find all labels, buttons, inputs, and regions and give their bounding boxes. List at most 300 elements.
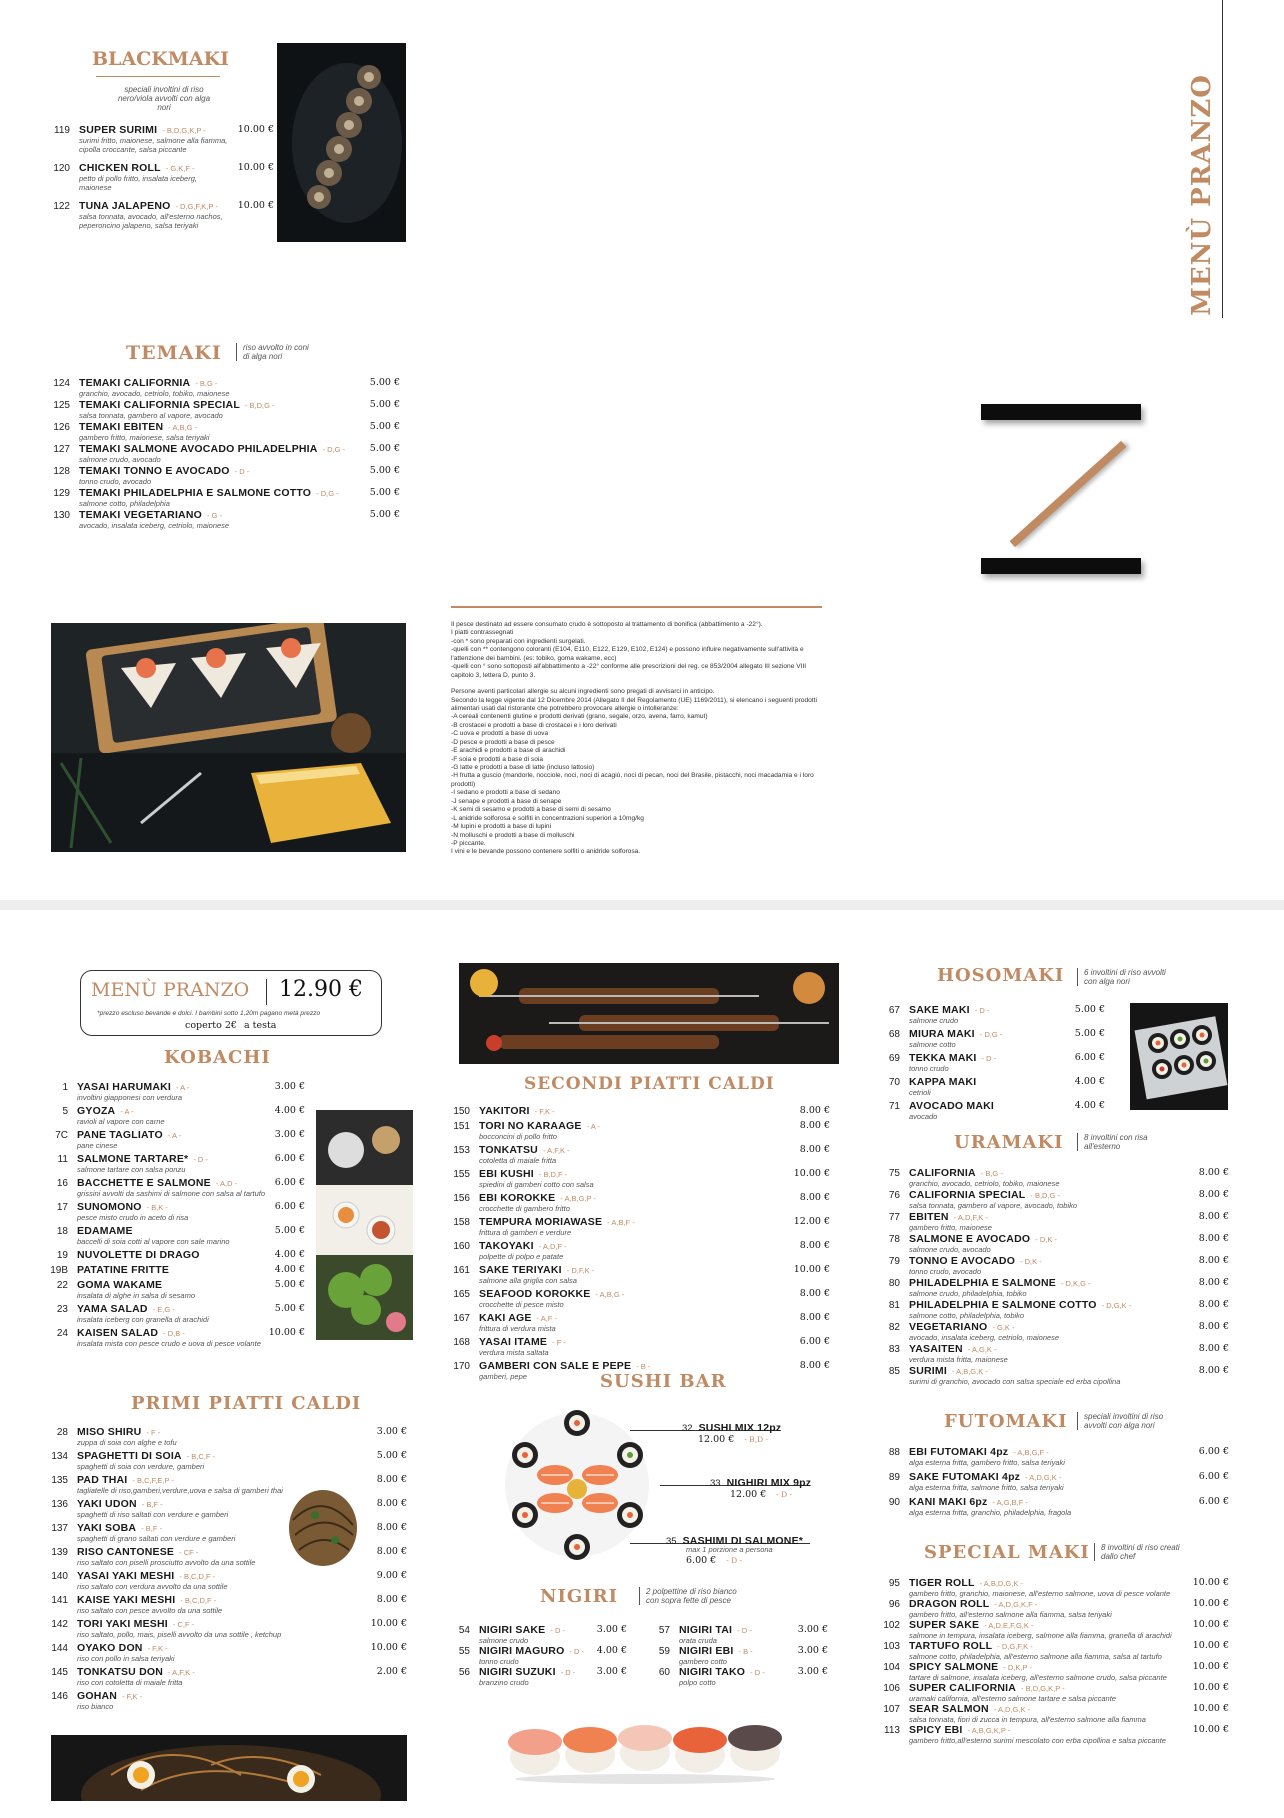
menu-item-row <box>50 1642 407 1654</box>
item-allergens: - B,C,D,F - <box>179 1572 216 1581</box>
item-allergens: - A,D,F,K - <box>953 1213 988 1222</box>
item-price: 3.00 € <box>596 1666 627 1677</box>
pranzo-note: *prezzo escluso bevande e dolci. I bambini sotto 1,20m pagano metà prezzo <box>97 1010 321 1017</box>
menu-item-row <box>50 1201 305 1213</box>
menu-item-row <box>50 1618 407 1630</box>
item-allergens: - B,D,F - <box>538 1170 568 1179</box>
item-number: 144 <box>51 1643 68 1654</box>
item-price: 5.00 € <box>1074 1004 1105 1015</box>
kobachi-list <box>50 1081 305 1351</box>
futomaki-note: speciali involtini di riso avvolti con alga nori <box>1077 1412 1184 1430</box>
menu-item-row <box>50 1129 305 1141</box>
menu-item <box>882 1211 1229 1232</box>
item-name: SAKE FUTOMAKI 4pz <box>909 1471 1021 1483</box>
item-name: CALIFORNIA <box>909 1167 976 1179</box>
item-desc: alga esterna fritta, granchio, philadelphia, fragola <box>909 1508 1072 1517</box>
item-name: KANI MAKI 6pz <box>909 1496 988 1508</box>
item-number: 1 <box>62 1082 68 1093</box>
menu-item <box>882 1277 1229 1298</box>
item-price: 10.00 € <box>793 1168 830 1179</box>
item-desc: surimi fritto, maionese, salmone alla fiamma, cipolla croccante, salsa piccante <box>79 136 228 154</box>
notice-line: -quelli con ** contengono coloranti (E104, E110, E122, E129, E102, E124) e possono influire negativamente sull'attività e l'attenzione dei bambini. (es: tobiko, goma wakame, ecc) <box>451 646 804 662</box>
menu-item <box>882 1661 1229 1682</box>
menu-item-row <box>452 1336 830 1348</box>
item-name: TAKOYAKI <box>479 1240 534 1252</box>
menu-item-row <box>882 1052 1105 1064</box>
item-desc: alga esterna fritta, salmone fritto, salsa teriyaki <box>909 1483 1064 1492</box>
item-number: 130 <box>53 510 70 521</box>
item-allergens: - A,F - <box>536 1314 557 1323</box>
item-number: 127 <box>53 444 70 455</box>
item-desc: insalata mista con pesce crudo e uova di pesce volante <box>77 1339 261 1348</box>
item-allergens: - B,C,D,F - <box>180 1596 217 1605</box>
item-allergens: - D,G,F,K - <box>997 1642 1033 1651</box>
item-allergens: - A - <box>167 1131 182 1140</box>
item-price: 9.00 € <box>376 1570 407 1581</box>
item-desc: salmone crudo, avocado <box>909 1245 991 1254</box>
item-desc: grissini avvolti da sashimi di salmone con salsa al tartufo <box>77 1189 266 1198</box>
menu-item-row <box>50 1594 407 1606</box>
item-name: SAKE TERIYAKI <box>479 1264 562 1276</box>
menu-item <box>452 1312 830 1333</box>
item-name: SPICY SALMONE <box>909 1661 999 1673</box>
item-name: PANE TAGLIATO <box>77 1129 163 1141</box>
item-desc: frittura di gamberi e verdure <box>479 1228 572 1237</box>
item-desc: insalata iceberg con granella di arachidi <box>77 1315 209 1324</box>
menu-item <box>50 1264 305 1276</box>
menu-item <box>452 1105 830 1117</box>
item-price: 10.00 € <box>1192 1640 1229 1651</box>
menu-item-row <box>882 1076 1105 1088</box>
item-desc: cetrioli <box>909 1088 931 1097</box>
menu-item <box>452 1666 627 1687</box>
item-number: 155 <box>453 1169 470 1180</box>
item-allergens: - B,F - <box>141 1500 163 1509</box>
item-name: TEMAKI CALIFORNIA SPECIAL <box>79 399 240 411</box>
menu-item <box>452 1120 830 1141</box>
item-name: MISO SHIRU <box>77 1426 142 1438</box>
item-number: 71 <box>888 1101 900 1112</box>
item-price: 5.00 € <box>369 487 400 498</box>
item-allergens: - B,D,G - <box>1030 1191 1060 1200</box>
menu-item <box>52 421 400 442</box>
item-price: 4.00 € <box>274 1264 305 1275</box>
item-number: 88 <box>888 1447 900 1458</box>
item-name: NIGIRI TAI <box>679 1624 733 1636</box>
item-allergens: - F - <box>552 1338 566 1347</box>
item-number: 80 <box>888 1278 900 1289</box>
item-desc: crocchette di pesce misto <box>479 1300 564 1309</box>
item-number: 57 <box>658 1625 670 1636</box>
item-allergens: - D,K - <box>1035 1235 1057 1244</box>
item-price: 6.00 € <box>274 1177 305 1188</box>
menu-item <box>882 1724 1229 1745</box>
item-allergens: - D,G,K - <box>1101 1301 1132 1310</box>
item-allergens: - A,D,G,K,F - <box>994 1600 1038 1609</box>
item-desc: granchio, avocado, cetriolo, tobiko, maionese <box>79 389 230 398</box>
menu-item-row <box>882 1682 1229 1694</box>
nigiri-list-left <box>452 1624 627 1687</box>
item-desc: salsa tonnata, gambero al vapore, avocado, tobiko <box>909 1201 1078 1210</box>
item-desc: avocado <box>909 1112 938 1121</box>
item-price: 5.00 € <box>274 1303 305 1314</box>
uramaki-title: URAMAKI <box>954 1132 1064 1153</box>
item-number: 32 <box>682 1423 693 1434</box>
item-price: 10.00 € <box>1192 1577 1229 1588</box>
kobachi-title: KOBACHI <box>164 1047 271 1068</box>
item-number: 60 <box>658 1667 670 1678</box>
menu-item <box>452 1264 830 1285</box>
item-price: 8.00 € <box>1198 1321 1229 1332</box>
menu-item-row <box>452 1264 830 1276</box>
item-name: SEAFOOD KOROKKE <box>479 1288 591 1300</box>
item-price: 6.00 € <box>1198 1471 1229 1482</box>
notice-line: -L anidride solforosa e solfiti in concentrazioni superiori a 10mg/kg <box>451 814 644 822</box>
item-name: EBI KUSHI <box>479 1168 534 1180</box>
item-name: TORI NO KARAAGE <box>479 1120 582 1132</box>
item-allergens: - D - <box>981 1054 997 1063</box>
item-desc: crocchette di gambero fritto <box>479 1204 570 1213</box>
item-number: 89 <box>888 1472 900 1483</box>
item-price: 6.00 € <box>1198 1496 1229 1507</box>
item-desc: frittura di verdura mista <box>479 1324 556 1333</box>
item-number: 104 <box>883 1662 900 1673</box>
menu-item-row <box>882 1255 1229 1267</box>
item-price: 10.00 € <box>1192 1703 1229 1714</box>
item-number: 122 <box>53 201 70 212</box>
item-number: 56 <box>458 1667 470 1678</box>
menu-item <box>452 1168 830 1189</box>
item-desc: salmone crudo <box>479 1636 529 1645</box>
item-allergens: - A,G,K - <box>967 1345 997 1354</box>
item-name: TONKATSU DON <box>77 1666 164 1678</box>
menu-item <box>882 1100 1105 1121</box>
item-price: 8.00 € <box>1198 1211 1229 1222</box>
item-allergens: - G,K,F - <box>165 164 195 173</box>
item-allergens: - G,K - <box>992 1323 1015 1332</box>
menu-item-row <box>882 1577 1229 1589</box>
notice-line: -quelli con ° sono sottoposti all'abbattimento a -22° conforme alle prescrizioni del reg. ce 853/2004 allegato III sezione VIII capitolo 3, lettera D, punto 3. <box>451 663 807 679</box>
item-number: 81 <box>888 1300 900 1311</box>
item-number: 146 <box>51 1691 68 1702</box>
menu-item <box>882 1496 1229 1517</box>
item-allergens: - D,G,F,K,P - <box>175 202 218 211</box>
menu-item-row <box>50 1327 305 1339</box>
item-desc: tartare di salmone, insalata iceberg, all'esterno salmone crudo, salsa piccante <box>909 1673 1167 1682</box>
decor-slash <box>1010 441 1127 547</box>
menu-item <box>882 1640 1229 1661</box>
item-price: 12.00 € <box>698 1434 735 1445</box>
item-number: 85 <box>888 1366 900 1377</box>
item-price: 5.00 € <box>369 399 400 410</box>
item-allergens: - A,D,G,K - <box>993 1705 1031 1714</box>
item-name: PAD THAI <box>77 1474 128 1486</box>
item-name: KAPPA MAKI <box>909 1076 977 1088</box>
menu-item-row <box>50 1105 305 1117</box>
item-name: GYOZA <box>77 1105 116 1117</box>
item-number: 106 <box>883 1683 900 1694</box>
item-allergens: - A,B,G,K - <box>951 1367 988 1376</box>
menu-item <box>882 1189 1229 1210</box>
menu-item-row <box>452 1288 830 1300</box>
item-allergens: - B - <box>738 1647 753 1656</box>
menu-item-row <box>52 443 400 455</box>
item-price: 8.00 € <box>376 1594 407 1605</box>
sushi-platter-photo <box>495 1405 660 1565</box>
item-price: 3.00 € <box>797 1666 828 1677</box>
item-price: 4.00 € <box>274 1105 305 1116</box>
menu-item-row <box>452 1144 830 1156</box>
item-price: 10.00 € <box>370 1618 407 1629</box>
item-name: BACCHETTE E SALMONE <box>77 1177 211 1189</box>
side-title <box>1182 65 1222 325</box>
menu-item-row <box>52 487 400 499</box>
item-number: 76 <box>888 1190 900 1201</box>
item-name: KAISEN SALAD <box>77 1327 159 1339</box>
menu-item <box>50 1225 305 1246</box>
item-allergens: - D,G - <box>316 489 339 498</box>
item-name: YAKI SOBA <box>77 1522 137 1534</box>
item-number: 142 <box>51 1619 68 1630</box>
item-name: TEMAKI CALIFORNIA <box>79 377 191 389</box>
menu-item <box>882 1365 1229 1386</box>
item-name: NIGIRI MAGURO <box>479 1645 565 1657</box>
menu-item <box>52 443 400 464</box>
menu-item <box>452 1624 627 1645</box>
item-allergens: - B,D,G,K,P - <box>1021 1684 1065 1693</box>
menu-item-row <box>50 1225 305 1237</box>
menu-item-row <box>50 1177 305 1189</box>
item-number: 22 <box>56 1280 68 1291</box>
item-price: 10.00 € <box>370 1642 407 1653</box>
menu-item-row <box>882 1471 1229 1483</box>
item-number: 33 <box>710 1478 721 1489</box>
item-desc: salsa tonnata, avocado, all'esterno nachos, peperoncino jalapeno, salsa teriyaki <box>79 212 223 230</box>
item-number: 83 <box>888 1344 900 1355</box>
menu-item <box>50 1690 407 1711</box>
item-price: 3.00 € <box>797 1645 828 1656</box>
item-price: 5.00 € <box>1074 1028 1105 1039</box>
menu-item <box>50 1666 407 1687</box>
menu-item <box>882 1299 1229 1320</box>
allergen-notice <box>451 621 822 857</box>
item-allergens: - F - <box>146 1428 161 1437</box>
notice-line: -F soia e prodotti a base di soia <box>451 755 543 763</box>
menu-item-row <box>882 1619 1229 1631</box>
item-allergens: - A,D - <box>215 1179 238 1188</box>
item-allergens: - A,B,G - <box>168 423 198 432</box>
item-number: 67 <box>888 1005 900 1016</box>
menu-item-row <box>882 1167 1229 1179</box>
item-allergens: - D - <box>234 467 250 476</box>
item-number: 68 <box>888 1029 900 1040</box>
item-price: 5.00 € <box>369 421 400 432</box>
item-allergens: - A,B,G,F - <box>1013 1448 1049 1457</box>
item-desc: granchio, avocado, cetriolo, tobiko, maionese <box>909 1179 1060 1188</box>
menu-item <box>882 1619 1229 1640</box>
secondi-title: SECONDI PIATTI CALDI <box>524 1074 775 1094</box>
item-name: GAMBERI CON SALE E PEPE <box>479 1360 632 1372</box>
item-price: 8.00 € <box>1198 1255 1229 1266</box>
item-allergens: - D - <box>776 1490 793 1499</box>
item-desc: spaghetti di grano saltati con verdure e gamberi <box>77 1534 236 1543</box>
item-desc: salmone crudo <box>909 1016 959 1025</box>
item-allergens: - F,K - <box>534 1107 555 1116</box>
item-name: TARTUFO ROLL <box>909 1640 993 1652</box>
item-price: 10.00 € <box>1192 1724 1229 1735</box>
item-number: 103 <box>883 1641 900 1652</box>
menu-item <box>52 487 400 508</box>
menu-item <box>882 1598 1229 1619</box>
menu-item <box>882 1233 1229 1254</box>
item-price: 3.00 € <box>596 1624 627 1635</box>
item-name: TEMAKI SALMONE AVOCADO PHILADELPHIA <box>79 443 318 455</box>
notice-line: Secondo la legge vigente dal 12 Dicembre 2014 (Allegato II del Regolamento (UE) 1169/2011), si elencano i seguenti prodotti alimentari usati dal ristorante che potrebbero provocare allergie o intolleranze: <box>451 696 817 712</box>
item-price: 8.00 € <box>1198 1277 1229 1288</box>
item-price: 8.00 € <box>1198 1365 1229 1376</box>
item-price: 12.00 € <box>793 1216 830 1227</box>
pranzo-coperto <box>185 1020 276 1031</box>
item-number: 156 <box>453 1193 470 1204</box>
item-desc: verdura mista fritta, maionese <box>909 1355 1008 1364</box>
item-name: SALMONE TARTARE* <box>77 1153 189 1165</box>
hosomaki-list <box>882 1004 1105 1124</box>
menu-item <box>882 1577 1229 1598</box>
item-number: 120 <box>53 163 70 174</box>
menu-item-row <box>52 377 400 389</box>
item-desc: gambero cotto <box>679 1657 727 1666</box>
item-name: DRAGON ROLL <box>909 1598 990 1610</box>
item-number: 135 <box>51 1475 68 1486</box>
item-desc: ravioli al vapore con carne <box>77 1117 165 1126</box>
item-desc: gambero fritto, maionese, salsa teriyaki <box>79 433 210 442</box>
item-allergens: - B - <box>636 1362 651 1371</box>
item-price: 8.00 € <box>799 1192 830 1203</box>
menu-item-row <box>882 1365 1229 1377</box>
item-allergens: - D - <box>737 1626 752 1635</box>
item-desc: riso con cotoletta di maiale fritta <box>77 1678 183 1687</box>
menu-item <box>50 1618 407 1639</box>
item-number: 69 <box>888 1053 900 1064</box>
notice-line: I vini e le bevande possono contenere solfiti o anidride solforosa. <box>451 848 641 856</box>
menu-item-row <box>882 1496 1229 1508</box>
item-name: YASAI YAKI MESHI <box>77 1570 175 1582</box>
item-name: EBI FUTOMAKI 4pz <box>909 1446 1009 1458</box>
item-allergens: - A,F,K - <box>542 1146 570 1155</box>
sushibar-price-row <box>686 1555 742 1566</box>
item-number: 79 <box>888 1256 900 1267</box>
item-desc: riso con pollo in salsa teriyaki <box>77 1654 175 1663</box>
item-name: EDAMAME <box>77 1225 133 1237</box>
menu-item <box>50 1642 407 1663</box>
menu-item <box>50 1249 305 1261</box>
menu-item <box>50 1279 305 1300</box>
item-name: NUVOLETTE DI DRAGO <box>77 1249 200 1261</box>
item-price: 8.00 € <box>376 1522 407 1533</box>
item-price: 8.00 € <box>799 1240 830 1251</box>
menu-item <box>882 1004 1105 1025</box>
item-allergens: - B,D,G - <box>244 401 275 410</box>
item-name: NIGIRI EBI <box>679 1645 734 1657</box>
item-number: 17 <box>56 1202 68 1213</box>
primi-photo <box>285 1480 360 1570</box>
item-price: 8.00 € <box>799 1360 830 1371</box>
item-desc: gamberi, pepe <box>479 1372 527 1381</box>
menu-item <box>652 1666 828 1687</box>
item-desc: avocado, insalata iceberg, cetriolo, maionese <box>909 1333 1060 1342</box>
item-desc: salmone cotto, philadelphia, tobiko <box>909 1311 1025 1320</box>
item-number: 128 <box>53 466 70 477</box>
item-desc: salmone crudo, philadelphia, tobiko <box>909 1289 1027 1298</box>
menu-item-row <box>882 1724 1229 1736</box>
item-name: MIURA MAKI <box>909 1028 975 1040</box>
menu-item-row <box>452 1192 830 1204</box>
blackmaki-subtitle: speciali involtini di riso nero/viola avvolti con alga nori <box>117 85 211 113</box>
blackmaki-title: BLACKMAKI <box>92 48 229 70</box>
menu-item-row <box>50 1450 407 1462</box>
item-desc: tonno crudo <box>909 1064 949 1073</box>
futomaki-title: FUTOMAKI <box>944 1411 1068 1432</box>
uramaki-note: 8 involtini con risa all'esterno <box>1077 1133 1154 1151</box>
item-desc: spiedini di gamberi cotto con salsa <box>479 1180 594 1189</box>
item-price: 10.00 € <box>237 162 274 173</box>
primi-title: PRIMI PIATTI CALDI <box>131 1393 362 1414</box>
item-name: CHICKEN ROLL <box>79 162 161 174</box>
noodle-photo <box>51 1735 407 1801</box>
item-name: SUPER SAKE <box>909 1619 980 1631</box>
item-price: 8.00 € <box>376 1498 407 1509</box>
item-number: 150 <box>453 1106 470 1117</box>
menu-item <box>452 1144 830 1165</box>
menu-item-row <box>50 1666 407 1678</box>
menu-item <box>52 124 274 154</box>
item-name: GOMA WAKAME <box>77 1279 163 1291</box>
menu-item-row <box>882 1028 1105 1040</box>
item-allergens: - D - <box>974 1006 990 1015</box>
item-allergens: - F,K - <box>122 1692 143 1701</box>
item-desc: salmone cotto, philadelphia <box>79 499 170 508</box>
item-allergens: - D,G - <box>322 445 346 454</box>
item-price: 10.00 € <box>268 1327 305 1338</box>
menu-item <box>52 377 400 398</box>
item-number: 139 <box>51 1547 68 1558</box>
item-number: 113 <box>884 1725 900 1736</box>
item-allergens: - B,K - <box>146 1203 168 1212</box>
item-name: PHILADELPHIA E SALMONE COTTO <box>909 1299 1097 1311</box>
item-name: NIGIRI SUZUKI <box>479 1666 556 1678</box>
item-desc: riso saltato con piselli prosciutto avvolto da una sottile <box>77 1558 256 1567</box>
item-desc: orata cruda <box>679 1636 717 1645</box>
item-allergens: - A,D,E,F,G,K - <box>984 1621 1034 1630</box>
special-list <box>882 1577 1229 1745</box>
item-desc: verdura mista saltata <box>479 1348 549 1357</box>
skewer-photo <box>459 963 839 1064</box>
item-name: YASAI HARUMAKI <box>77 1081 172 1093</box>
item-name: EBITEN <box>909 1211 949 1223</box>
item-number: 119 <box>54 125 70 136</box>
item-desc: tonno crudo <box>479 1657 519 1666</box>
item-name: CALIFORNIA SPECIAL <box>909 1189 1026 1201</box>
item-desc: insalata di alghe in salsa di sesamo <box>77 1291 195 1300</box>
menu-item-row <box>882 1004 1105 1016</box>
item-name: YASAITEN <box>909 1343 963 1355</box>
item-desc: salmone alla griglia con salsa <box>479 1276 577 1285</box>
item-price: 2.00 € <box>376 1666 407 1677</box>
item-price: 12.00 € <box>730 1489 767 1500</box>
item-price: 8.00 € <box>376 1546 407 1557</box>
item-desc: petto di pollo fritto, insalata iceberg, maionese <box>79 174 197 192</box>
item-number: 153 <box>453 1145 470 1156</box>
